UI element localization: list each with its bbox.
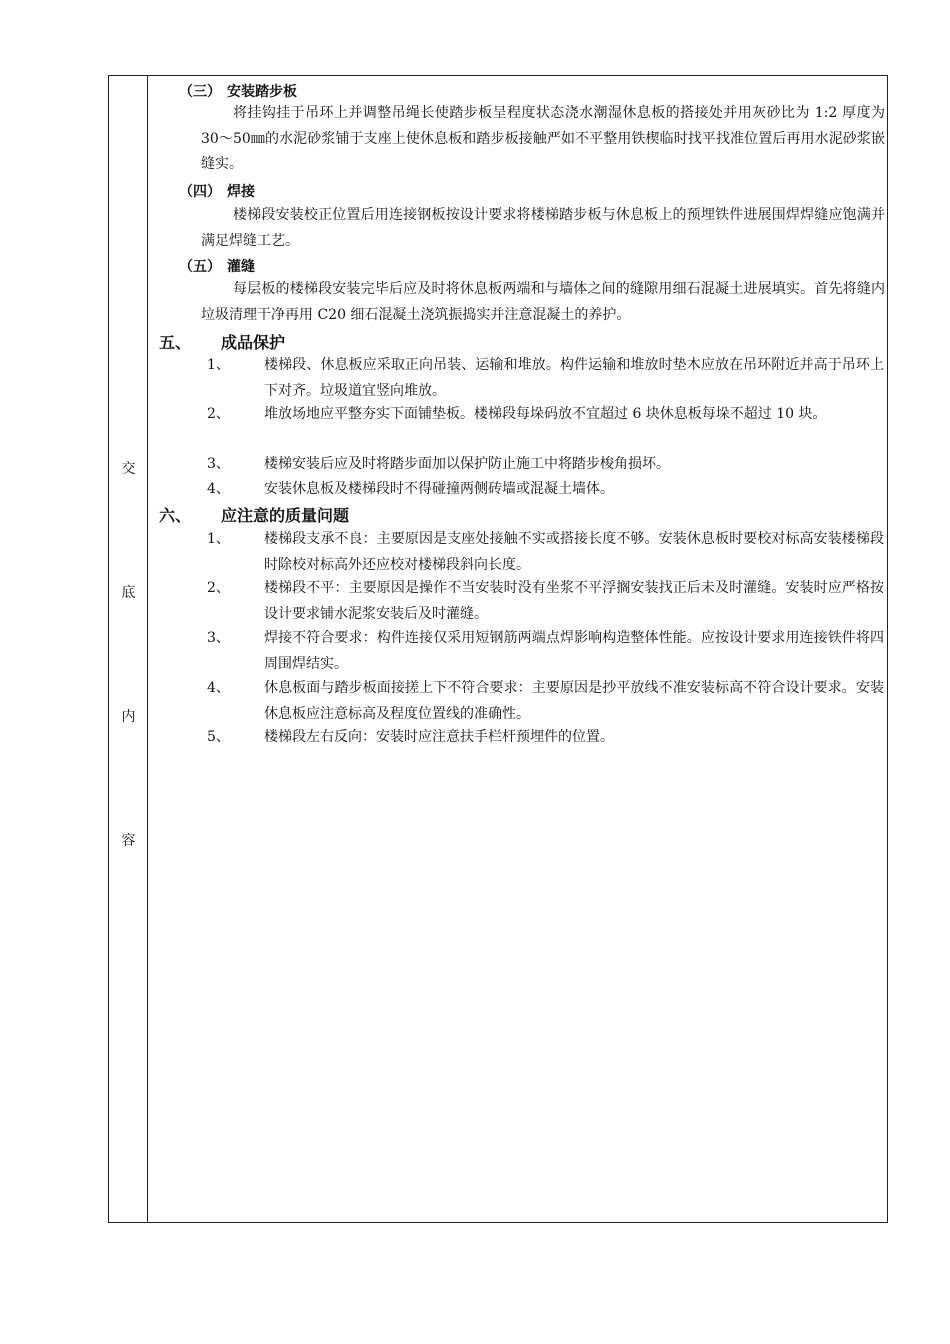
section-text-4: 楼梯段安装校正位置后用连接钢板按设计要求将楼梯踏步板与休息板上的预埋铁件进展围焊焊缝应饱满并满足焊缝工艺。 [201,207,885,249]
section-number: （五） [179,259,221,275]
section-number: （三） [179,84,221,100]
item-text: 楼梯段左右反向：安装时应注意扶手栏杆预埋件的位置。 [264,729,614,745]
section-title: 安装踏步板 [227,84,297,100]
item-text: 焊接不符合要求：构件连接仅采用短钢筋两端点焊影响构造整体性能。应按设计要求用连接铁件将四周围焊结实。 [264,630,884,672]
item-text: 楼梯段、休息板应采取正向吊装、运输和堆放。构件运输和堆放时垫木应放在吊环附近并高于吊环上下对齐。垃圾道宜竖向堆放。 [264,357,884,399]
item-number: 2、 [207,580,230,596]
side-label-char: 容 [121,833,136,849]
side-label-char: 底 [121,585,136,601]
chapter-title: 应注意的质量问题 [221,506,350,525]
chapter-title: 成品保护 [221,333,286,352]
section-title: 焊接 [227,184,255,200]
chapter-number: 六、 [159,506,192,525]
section-heading-5 [179,256,255,276]
list-item [149,402,884,453]
section-text-5: 每层板的楼梯段安装完毕后应及时将休息板两端和与墙体之间的缝隙用细石混凝土进展填实。首先将缝内垃圾清理干净再用 C20 细石混凝土浇筑振捣实并注意混凝土的养护。 [201,281,885,323]
item-number: 5、 [207,729,230,745]
list-item [149,477,884,503]
item-number: 1、 [207,357,230,373]
item-text: 安装休息板及楼梯段时不得碰撞两侧砖墙或混凝土墙体。 [264,481,614,497]
item-number: 4、 [207,680,230,696]
list-item [149,353,884,404]
handover-table [108,75,888,1223]
side-label-column [109,76,148,1222]
section-heading-4 [179,181,255,201]
chapter-number: 五、 [159,333,192,352]
item-number: 3、 [207,630,230,646]
side-label-char: 交 [121,461,136,477]
item-text: 休息板面与踏步板面接搓上下不符合要求：主要原因是抄平放线不准安装标高不符合设计要求。安装休息板应注意标高及程度位置线的准确性。 [264,680,884,722]
chapter-heading-6 [159,503,349,526]
item-number: 4、 [207,481,230,497]
section-text-3: 将挂钩挂于吊环上并调整吊绳长使踏步板呈程度状态浇水潮湿休息板的搭接处并用灰砂比为 1:2 厚度为 30～50㎜的水泥砂浆铺于支座上使休息板和踏步板接触严如不平整用铁楔临时找平找准位置后再用水泥砂浆嵌缝实。 [201,105,885,172]
section-title: 灌缝 [227,259,255,275]
list-item [149,576,884,627]
list-item [149,725,884,751]
list-item [149,452,884,478]
item-text: 楼梯段支承不良：主要原因是支座处接触不实或搭接长度不够。安装休息板时要校对标高安装楼梯段时除校对标高外还应校对楼梯段斜向长度。 [264,531,884,573]
item-text: 堆放场地应平整夯实下面铺垫板。楼梯段每垛码放不宜超过 6 块休息板每垛不超过 10 块。 [264,406,827,422]
item-text: 楼梯安装后应及时将踏步面加以保护防止施工中将踏步梭角损坏。 [264,456,670,472]
item-number: 1、 [207,531,230,547]
list-item [149,527,884,578]
item-number: 3、 [207,456,230,472]
item-text: 楼梯段不平：主要原因是操作不当安装时没有坐浆不平浮搁安装找正后未及时灌缝。安装时应严格按设计要求铺水泥浆安装后及时灌缝。 [264,580,884,622]
content-area [149,76,887,1222]
list-item [149,626,884,677]
section-number: （四） [179,184,221,200]
section-heading-3 [179,81,297,101]
chapter-heading-5 [159,330,285,353]
side-label-char: 内 [121,709,136,725]
list-item [149,676,884,727]
item-number: 2、 [207,406,230,422]
